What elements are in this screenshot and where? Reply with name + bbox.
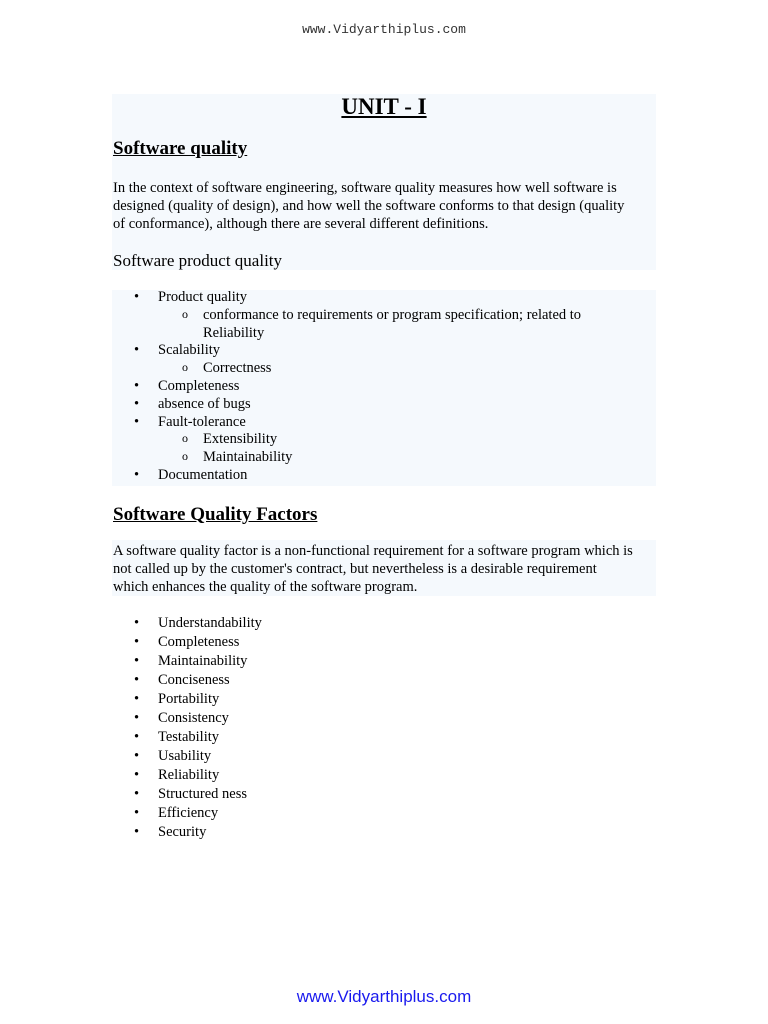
bullet-icon: •: [134, 748, 140, 764]
list-item: [113, 289, 658, 342]
list-item: [113, 378, 658, 396]
list-item-label: Conciseness: [158, 672, 230, 688]
paragraph-line: which enhances the quality of the software program.: [113, 579, 418, 595]
bullet-icon: •: [134, 653, 140, 669]
list-item-label: Scalability: [158, 342, 221, 359]
list-item: [113, 804, 658, 823]
list-item-label: Product quality: [158, 289, 248, 305]
list-item-label: Completeness: [158, 634, 240, 650]
list-item: [113, 342, 658, 378]
list-item-label: Usability: [158, 748, 212, 764]
list-item: [113, 614, 658, 633]
list-item: [113, 709, 658, 728]
sub-list-item: [158, 431, 658, 449]
paragraph-line: designed (quality of design), and how well the software conforms to that design (quality: [113, 198, 625, 214]
bullet-icon: •: [134, 729, 140, 745]
list-item: [113, 633, 658, 652]
header-url[interactable]: www.Vidyarthiplus.com: [302, 22, 466, 37]
bullet-icon: •: [134, 615, 140, 631]
bullet-icon: •: [134, 377, 140, 394]
circle-bullet-icon: o: [182, 449, 188, 464]
list-item-label: Testability: [158, 729, 220, 745]
list-item: [113, 823, 658, 842]
sub-list-item-label: Correctness: [203, 360, 272, 377]
list-item: [113, 414, 658, 467]
sub-list-item-label: Extensibility: [203, 431, 278, 448]
list-item-label: Reliability: [158, 767, 220, 783]
list-item-label: absence of bugs: [158, 395, 251, 412]
bullet-icon: •: [134, 824, 140, 840]
list-item-label: Documentation: [158, 466, 248, 483]
circle-bullet-icon: o: [182, 431, 188, 446]
list-item-label: Efficiency: [158, 805, 219, 821]
bullet-icon: •: [134, 342, 140, 359]
section-heading-quality-factors: Software Quality Factors: [113, 504, 318, 525]
sub-list-item-label: Reliability: [203, 324, 265, 341]
list-item: [113, 396, 658, 414]
paragraph-line: not called up by the customer's contract, but nevertheless is a desirable requirement: [113, 561, 597, 577]
section-heading-software-quality: Software quality: [113, 138, 248, 159]
footer-link[interactable]: www.Vidyarthiplus.com: [296, 987, 472, 1006]
list-item: [113, 690, 658, 709]
paragraph-line: In the context of software engineering, software quality measures how well software is: [113, 180, 617, 196]
bullet-icon: •: [134, 413, 140, 430]
list-item-label: Security: [158, 824, 207, 840]
unit-title: UNIT - I: [341, 94, 427, 119]
bullet-icon: •: [134, 634, 140, 650]
sub-list-item-label: conformance to requirements or program specification; related to: [203, 306, 582, 323]
list-item-label: Portability: [158, 691, 220, 707]
bullet-icon: •: [134, 691, 140, 707]
circle-bullet-icon: o: [182, 360, 188, 375]
list-item: [113, 766, 658, 785]
paragraph-line: A software quality factor is a non-functional requirement for a software program which is: [113, 543, 633, 559]
bullet-icon: •: [134, 466, 140, 483]
list-item: [113, 747, 658, 766]
list-item: [113, 671, 658, 690]
list-item-label: Fault-tolerance: [158, 413, 246, 430]
sub-list-item-label: Maintainability: [203, 449, 293, 466]
bullet-icon: •: [134, 767, 140, 783]
list-item: [113, 467, 658, 485]
list-item-label: Maintainability: [158, 653, 248, 669]
sub-list-item: [158, 449, 658, 467]
bullet-icon: •: [134, 672, 140, 688]
circle-bullet-icon: o: [182, 306, 188, 321]
sub-list-item: [158, 307, 658, 343]
list-item-label: Consistency: [158, 710, 229, 726]
product-quality-list: [113, 289, 658, 485]
bullet-icon: •: [134, 395, 140, 412]
bullet-icon: •: [134, 710, 140, 726]
bullet-icon: •: [134, 805, 140, 821]
quality-factors-list: [113, 614, 658, 842]
section1-paragraph: [113, 179, 658, 233]
list-item: [113, 652, 658, 671]
list-item-label: Structured ness: [158, 786, 247, 802]
sub-list-item: [158, 360, 658, 378]
bullet-icon: •: [134, 289, 140, 305]
subheading-product-quality: Software product quality: [113, 251, 283, 270]
bullet-icon: •: [134, 786, 140, 802]
list-item-label: Completeness: [158, 377, 240, 394]
list-item-label: Understandability: [158, 615, 262, 631]
paragraph-line: of conformance), although there are several different definitions.: [113, 216, 489, 232]
section2-paragraph: [113, 542, 658, 596]
list-item: [113, 728, 658, 747]
list-item: [113, 785, 658, 804]
